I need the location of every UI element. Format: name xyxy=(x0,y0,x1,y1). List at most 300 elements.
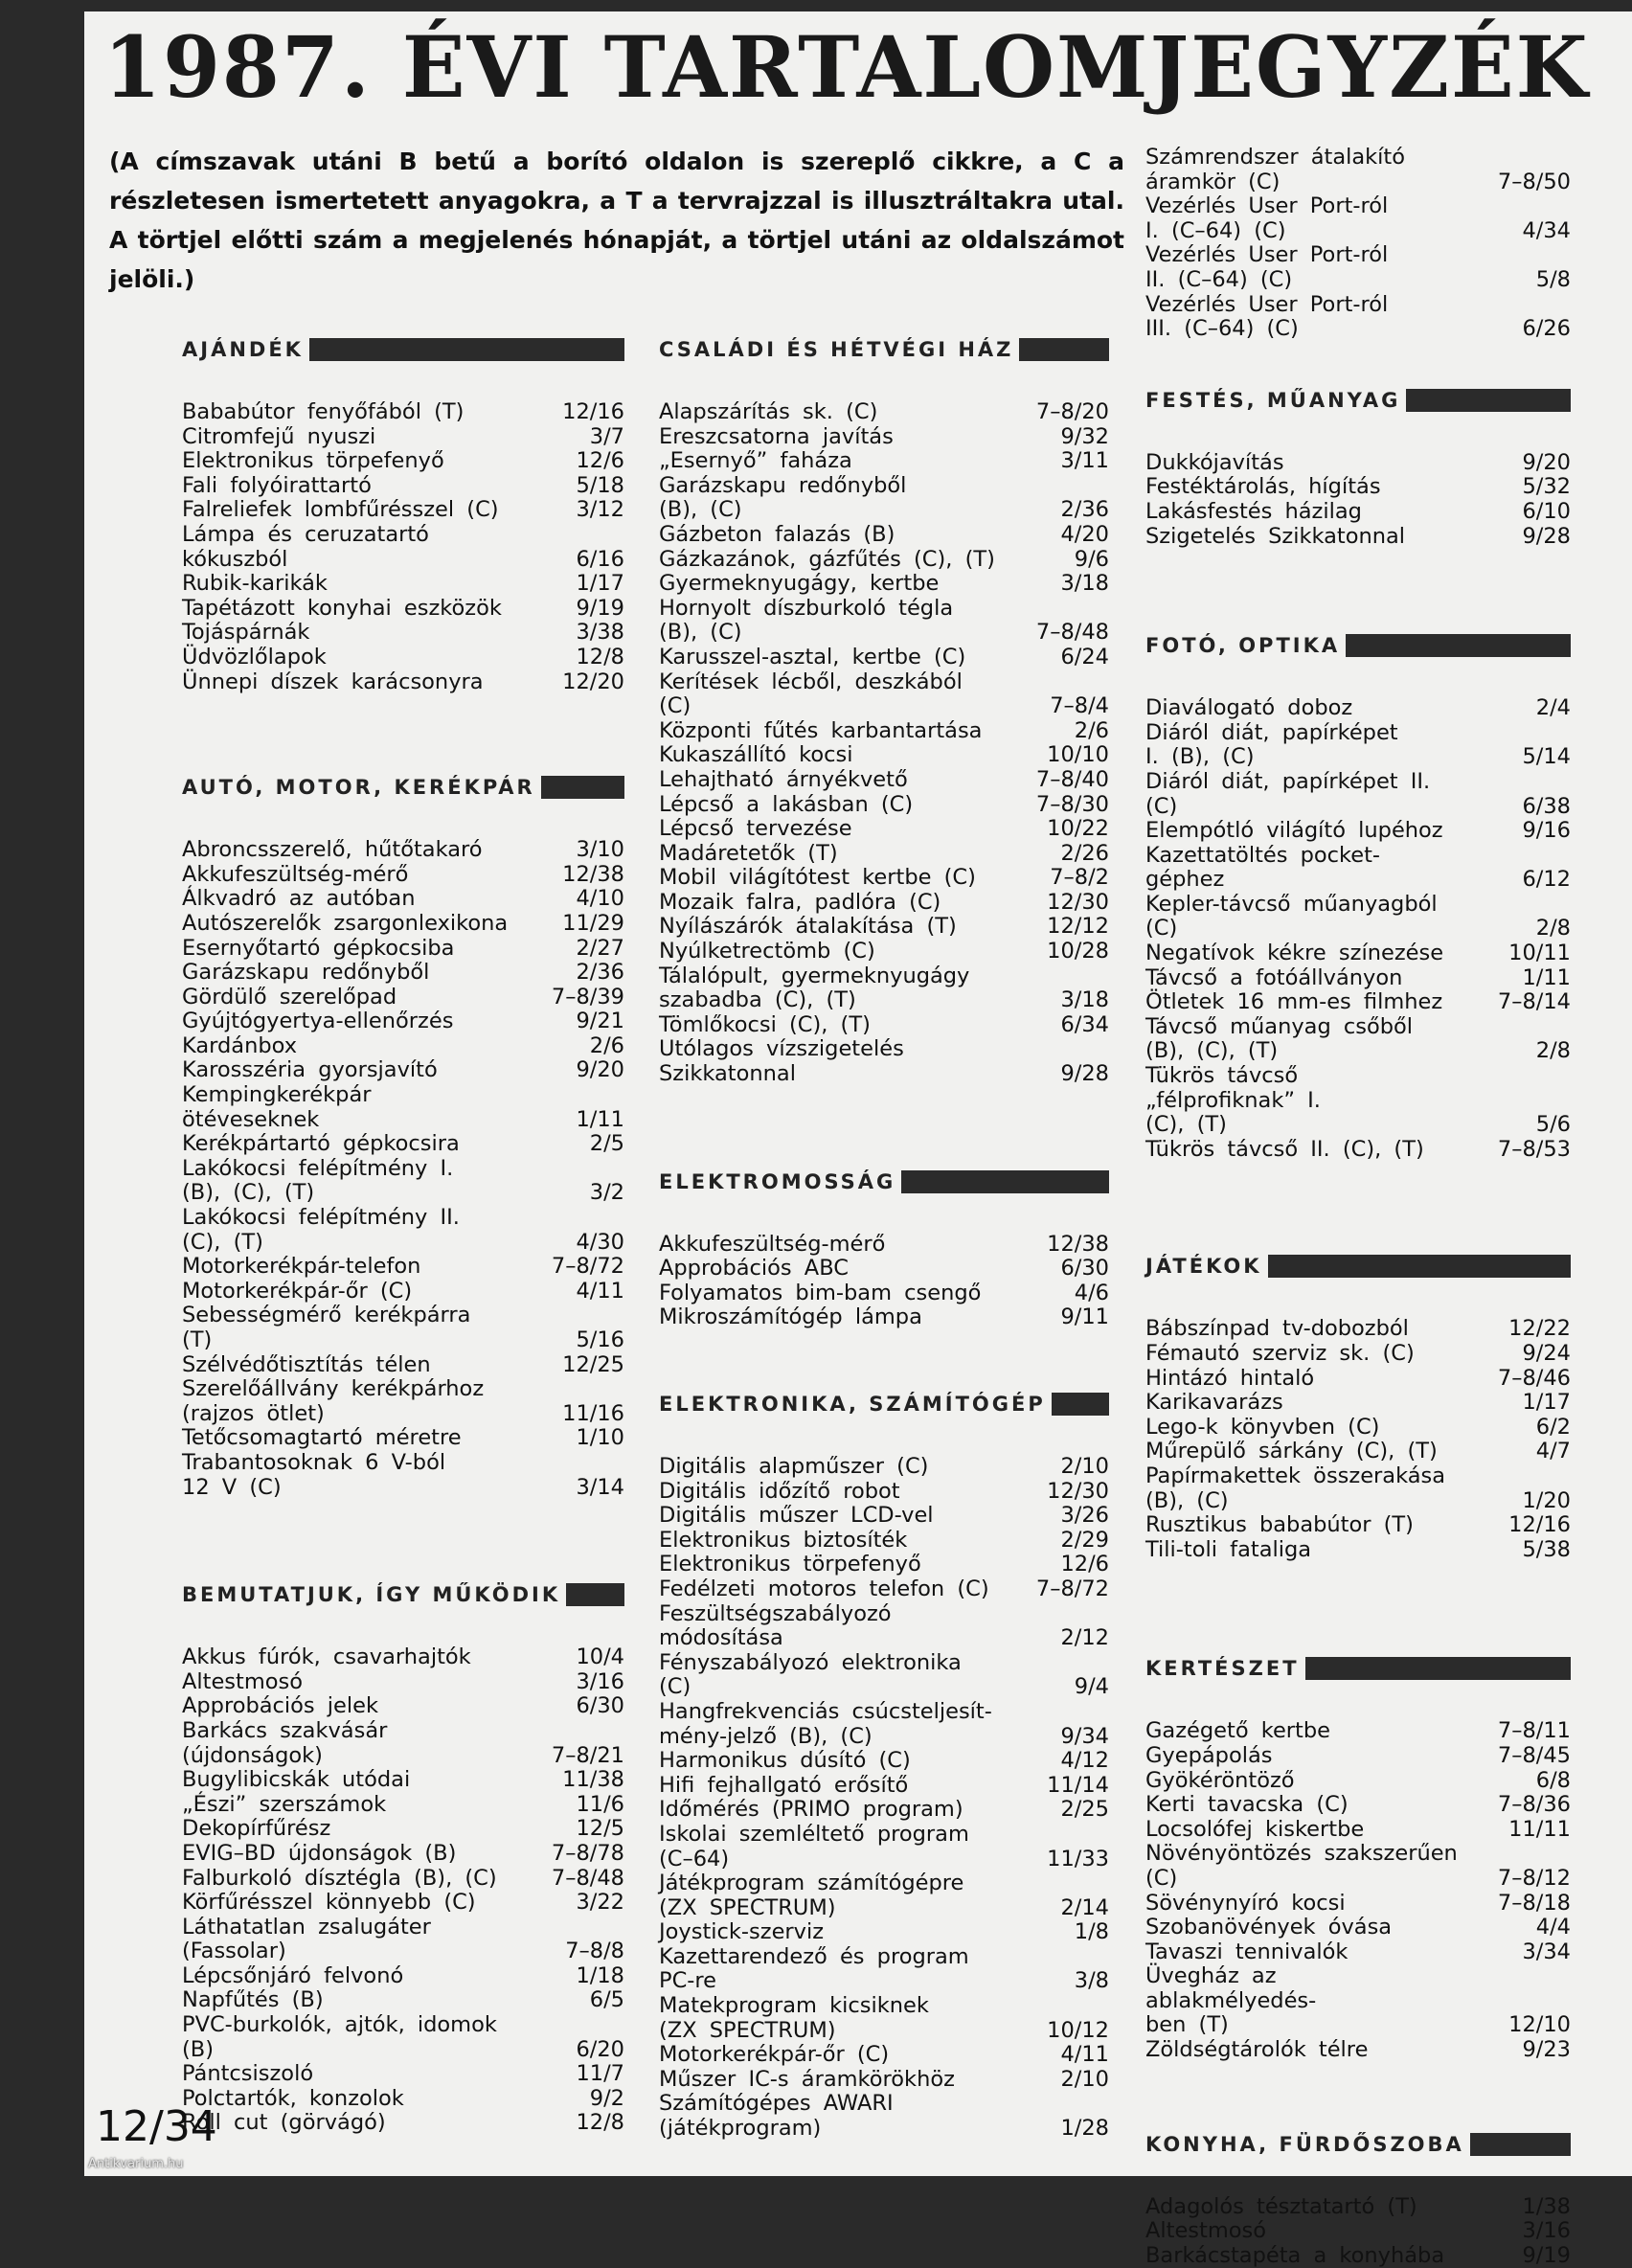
entry-title: Digitális időzítő robot xyxy=(659,1478,900,1504)
entry-title: Bábszínpad tv-dobozból xyxy=(1145,1316,1409,1342)
entry-issue-page: 3/2 xyxy=(589,1180,624,1206)
index-entry xyxy=(659,523,1109,548)
entry-issue-page: 9/6 xyxy=(1074,546,1109,572)
entry-title: Kepler-távcső műanyagból (C) xyxy=(1145,891,1438,941)
entry-title: Sebességmérő kerékpárra (T) xyxy=(182,1303,471,1352)
entry-issue-page: 6/30 xyxy=(576,1693,624,1719)
entry-issue-page: 4/34 xyxy=(1522,217,1571,243)
section-heading xyxy=(1145,629,1571,662)
entry-issue-page: 4/11 xyxy=(576,1278,624,1304)
entry-title: Adagolós tésztatartó (T) xyxy=(1145,2193,1417,2219)
entry-title: Falreliefek lombfűrésszel (C) xyxy=(182,497,499,523)
entry-issue-page: 7–8/39 xyxy=(551,984,624,1009)
index-entry xyxy=(182,1426,624,1451)
entry-title: Mozaik falra, padlóra (C) xyxy=(659,889,941,915)
entry-issue-page: 11/33 xyxy=(1047,1846,1109,1871)
index-entry xyxy=(659,842,1109,867)
index-entry xyxy=(1145,966,1571,991)
index-entry xyxy=(659,449,1109,474)
entry-issue-page: 5/32 xyxy=(1522,474,1571,500)
entry-title: Bababútor fenyőfából (T) xyxy=(182,399,465,424)
entry-title: Szigetelés Szikkatonnal xyxy=(1145,523,1406,549)
index-entry xyxy=(659,425,1109,450)
index-entry xyxy=(1145,1015,1571,1064)
entry-title: Akkufeszültség-mérő xyxy=(182,861,409,887)
entry-title: Üvegház az ablakmélyedés- ben (T) xyxy=(1145,1963,1317,2038)
entry-issue-page: 11/11 xyxy=(1508,1816,1571,1842)
index-entry xyxy=(659,719,1109,744)
entry-title: Kerítések lécből, deszkából (C) xyxy=(659,669,963,719)
index-entry xyxy=(659,743,1109,768)
entry-title: Madáretetők (T) xyxy=(659,840,838,866)
index-entry xyxy=(182,523,624,572)
entry-issue-page: 12/5 xyxy=(576,1816,624,1842)
entry-issue-page: 3/22 xyxy=(576,1890,624,1916)
entry-issue-page: 1/10 xyxy=(576,1425,624,1451)
entry-issue-page: 7–8/46 xyxy=(1497,1365,1571,1391)
entry-issue-page: 2/8 xyxy=(1535,916,1571,941)
entry-issue-page: 10/11 xyxy=(1508,941,1571,966)
entry-title: Lakásfestés házilag xyxy=(1145,498,1362,524)
section-heading-label: JÁTÉKOK xyxy=(1145,1255,1262,1279)
index-entry xyxy=(182,1867,624,1892)
entry-title: Gazégető kertbe xyxy=(1145,1718,1331,1744)
entry-title: Mobil világítótest kertbe (C) xyxy=(659,865,976,891)
entry-title: Kazettarendező és program PC-re xyxy=(659,1943,969,1994)
section xyxy=(659,1166,1109,1330)
entry-title: Vezérlés User Port-ról II. (C–64) (C) xyxy=(1145,242,1389,292)
index-entry xyxy=(182,887,624,912)
index-entry xyxy=(182,1768,624,1793)
entry-title: Tükrös távcső „félprofiknak” I. (C), (T) xyxy=(1145,1063,1321,1138)
entry-title: Zöldségtárolók télre xyxy=(1145,2037,1369,2063)
index-entry xyxy=(659,1013,1109,1038)
entry-title: Barkácstapéta a konyhába xyxy=(1145,2242,1445,2268)
index-entry xyxy=(182,1670,624,1695)
index-entry xyxy=(659,646,1109,670)
entry-issue-page: 4/11 xyxy=(1060,2042,1109,2068)
entry-issue-page: 5/18 xyxy=(576,472,624,498)
entry-issue-page: 7–8/12 xyxy=(1497,1865,1571,1891)
entry-issue-page: 6/30 xyxy=(1060,1256,1109,1281)
entry-title: Diáról diát, papírképet II. (C) xyxy=(1145,768,1431,819)
index-entry xyxy=(659,1823,1109,1871)
entry-title: Fényszabályozó elektronika (C) xyxy=(659,1649,962,1700)
entry-title: Alapszárítás sk. (C) xyxy=(659,399,878,424)
entry-title: Negatívok kékre színezése xyxy=(1145,941,1444,966)
index-entry xyxy=(659,1577,1109,1602)
entry-title: Növényöntözés szakszerűen (C) xyxy=(1145,1841,1458,1891)
index-entry xyxy=(659,1553,1109,1577)
entry-issue-page: 2/36 xyxy=(576,960,624,986)
heading-bar xyxy=(309,338,624,361)
section-heading-label: ELEKTROMOSSÁG xyxy=(659,1169,896,1193)
index-entry xyxy=(659,1774,1109,1799)
entry-issue-page: 7–8/48 xyxy=(551,1865,624,1891)
entry-issue-page: 2/14 xyxy=(1060,1894,1109,1920)
entry-title: Digitális műszer LCD-vel xyxy=(659,1503,934,1529)
entry-issue-page: 11/38 xyxy=(562,1767,624,1793)
entry-issue-page: 2/5 xyxy=(589,1131,624,1157)
section xyxy=(1145,146,1571,342)
entry-issue-page: 2/36 xyxy=(1060,497,1109,523)
index-entry xyxy=(1145,146,1571,194)
index-entry xyxy=(1145,1317,1571,1342)
entry-issue-page: 3/18 xyxy=(1060,987,1109,1013)
index-entry xyxy=(1145,2244,1571,2268)
section xyxy=(659,1388,1109,2142)
index-entry xyxy=(182,1353,624,1378)
entry-title: Rubik-karikák xyxy=(182,571,328,597)
index-entry xyxy=(659,1529,1109,1554)
index-entry xyxy=(182,1034,624,1059)
index-entry xyxy=(182,1377,624,1426)
entry-issue-page: 9/32 xyxy=(1060,423,1109,449)
index-entry xyxy=(659,817,1109,842)
entry-title: Trabantosoknak 6 V-ból 12 V (C) xyxy=(182,1449,446,1500)
page-number: 12/34 xyxy=(96,2102,217,2151)
index-entry xyxy=(1145,1916,1571,1940)
entry-issue-page: 2/6 xyxy=(589,1032,624,1058)
entry-issue-page: 9/28 xyxy=(1060,1061,1109,1087)
entry-title: Vezérlés User Port-ról III. (C–64) (C) xyxy=(1145,291,1389,342)
index-entry xyxy=(182,400,624,425)
index-entry xyxy=(659,2068,1109,2093)
entry-issue-page: 7–8/53 xyxy=(1497,1136,1571,1162)
entry-title: Számrendszer átalakító áramkör (C) xyxy=(1145,145,1406,194)
entry-title: Kazettatöltés pocket-géphez xyxy=(1145,842,1381,893)
entry-title: Álkvadró az autóban xyxy=(182,886,416,912)
entry-title: Dekopírfűrész xyxy=(182,1816,331,1842)
entry-title: Sövénynyíró kocsi xyxy=(1145,1890,1346,1916)
entry-title: Gázbeton falazás (B) xyxy=(659,521,895,547)
index-entry xyxy=(1145,1964,1571,2038)
entry-issue-page: 7–8/30 xyxy=(1035,791,1109,817)
entry-issue-page: 9/20 xyxy=(1522,449,1571,475)
entry-issue-page: 1/17 xyxy=(1522,1390,1571,1416)
index-entry xyxy=(182,961,624,986)
entry-title: Számítógépes AWARI (játékprogram) xyxy=(659,2091,894,2142)
index-entry xyxy=(182,1988,624,2013)
index-entry xyxy=(1145,1538,1571,1563)
entry-title: Barkács szakvásár (újdonságok) xyxy=(182,1717,388,1768)
entry-title: Láthatatlan zsalugáter (Fassolar) xyxy=(182,1914,431,1964)
entry-issue-page: 5/8 xyxy=(1535,266,1571,292)
section-heading xyxy=(182,333,624,366)
entry-title: Kerékpártartó gépkocsira xyxy=(182,1131,460,1157)
index-entry xyxy=(182,572,624,597)
heading-bar xyxy=(901,1170,1109,1193)
entry-title: Hintázó hintaló xyxy=(1145,1365,1315,1391)
entry-title: Üdvözlőlapok xyxy=(182,644,327,669)
entry-title: Joystick-szerviz xyxy=(659,1919,825,1945)
entry-issue-page: 6/10 xyxy=(1522,498,1571,524)
index-entry xyxy=(659,1257,1109,1281)
entry-title: Ötletek 16 mm-es filmhez xyxy=(1145,989,1443,1015)
index-entry xyxy=(659,1798,1109,1823)
entry-title: Kempingkerékpár ötéveseknek xyxy=(182,1082,372,1132)
section-heading-label: KERTÉSZET xyxy=(1145,1657,1300,1681)
index-entry xyxy=(659,670,1109,719)
entry-title: Elempótló világító lupéhoz xyxy=(1145,818,1443,844)
index-entry xyxy=(1145,844,1571,893)
entry-title: Lego-k könyvben (C) xyxy=(1145,1414,1380,1440)
index-entry xyxy=(182,670,624,695)
heading-bar xyxy=(1305,1657,1571,1680)
entry-title: Nyílászárók átalakítása (T) xyxy=(659,914,957,940)
entry-issue-page: 3/10 xyxy=(576,837,624,863)
index-entry xyxy=(1145,2038,1571,2063)
entry-issue-page: 12/30 xyxy=(1047,889,1109,915)
index-entry xyxy=(182,2013,624,2062)
entry-issue-page: 4/10 xyxy=(576,886,624,912)
index-entry xyxy=(182,863,624,888)
heading-bar xyxy=(1052,1393,1109,1416)
entry-issue-page: 10/28 xyxy=(1047,939,1109,964)
index-entry xyxy=(1145,1416,1571,1440)
entry-issue-page: 1/11 xyxy=(576,1106,624,1132)
index-entry xyxy=(182,1206,624,1255)
entry-title: Karikavarázs xyxy=(1145,1390,1283,1416)
entry-title: Tapétázott konyhai eszközök xyxy=(182,595,502,621)
entry-issue-page: 12/16 xyxy=(562,399,624,424)
entry-title: Gyökéröntöző xyxy=(1145,1767,1295,1793)
entry-title: Kukaszállító kocsi xyxy=(659,742,853,768)
index-entry xyxy=(182,1916,624,1964)
entry-issue-page: 7–8/40 xyxy=(1035,766,1109,792)
index-entry xyxy=(659,891,1109,916)
entry-title: Ünnepi díszek karácsonyra xyxy=(182,669,484,694)
entry-title: Digitális alapműszer (C) xyxy=(659,1454,929,1479)
section xyxy=(1145,1652,1571,2062)
entry-issue-page: 4/12 xyxy=(1060,1748,1109,1774)
index-entry xyxy=(182,2111,624,2136)
entry-title: Gyepápolás xyxy=(1145,1742,1273,1768)
entry-title: Bugylibicskák utódai xyxy=(182,1767,411,1793)
entry-issue-page: 1/11 xyxy=(1522,964,1571,990)
index-entry xyxy=(1145,1940,1571,1965)
entry-issue-page: 12/6 xyxy=(576,448,624,474)
entry-issue-page: 12/12 xyxy=(1047,914,1109,940)
index-entry xyxy=(659,964,1109,1013)
entry-issue-page: 10/22 xyxy=(1047,816,1109,842)
entry-title: Távcső a fotóállványon xyxy=(1145,964,1403,990)
section-heading xyxy=(182,771,624,804)
index-entry xyxy=(1145,1464,1571,1513)
entry-issue-page: 7–8/8 xyxy=(565,1939,624,1964)
entry-title: Pántcsiszoló xyxy=(182,2061,314,2087)
index-entry xyxy=(182,597,624,622)
entry-title: „Esernyő” faháza xyxy=(659,448,852,474)
entry-issue-page: 12/6 xyxy=(1060,1552,1109,1577)
section-heading xyxy=(659,1166,1109,1198)
entry-issue-page: 3/8 xyxy=(1074,1968,1109,1994)
section xyxy=(182,333,624,694)
index-entry xyxy=(659,1871,1109,1920)
index-entry xyxy=(659,1455,1109,1480)
entry-issue-page: 10/4 xyxy=(576,1644,624,1670)
entry-title: Lakókocsi felépítmény II. (C), (T) xyxy=(182,1205,460,1255)
entry-issue-page: 3/7 xyxy=(589,423,624,449)
entry-issue-page: 7–8/45 xyxy=(1497,1742,1571,1768)
entry-title: Központi fűtés karbantartása xyxy=(659,717,983,743)
entry-title: Lámpa és ceruzatartó kókuszból xyxy=(182,521,429,572)
entry-issue-page: 4/7 xyxy=(1535,1439,1571,1464)
entry-issue-page: 9/28 xyxy=(1522,523,1571,549)
entry-title: Akkus fúrók, csavarhajtók xyxy=(182,1644,471,1670)
entry-title: Feszültségszabályozó módosítása xyxy=(659,1600,892,1651)
entry-title: Fémautó szerviz sk. (C) xyxy=(1145,1341,1415,1366)
entry-issue-page: 9/34 xyxy=(1060,1723,1109,1749)
index-entry xyxy=(659,866,1109,891)
section-heading-label: AUTÓ, MOTOR, KERÉKPÁR xyxy=(182,776,535,800)
heading-bar xyxy=(1268,1255,1571,1278)
entry-title: Tavaszi tennivalók xyxy=(1145,1939,1349,1964)
entry-issue-page: 5/16 xyxy=(576,1327,624,1352)
entry-title: Időmérés (PRIMO program) xyxy=(659,1797,963,1823)
entry-title: Iskolai szemléltető program (C–64) xyxy=(659,1821,969,1871)
entry-issue-page: 3/38 xyxy=(576,620,624,646)
entry-issue-page: 7–8/21 xyxy=(551,1742,624,1768)
index-entry xyxy=(182,838,624,863)
section-heading-label: AJÁNDÉK xyxy=(182,338,304,361)
entry-issue-page: 7–8/72 xyxy=(1035,1576,1109,1601)
index-entry xyxy=(659,1994,1109,2043)
index-entry xyxy=(659,2092,1109,2141)
index-entry xyxy=(1145,1440,1571,1464)
entry-title: Szélvédőtisztítás télen xyxy=(182,1351,431,1377)
entry-issue-page: 6/34 xyxy=(1060,1011,1109,1037)
entry-title: Altestmosó xyxy=(182,1668,304,1694)
entry-issue-page: 12/8 xyxy=(576,2110,624,2136)
section xyxy=(1145,384,1571,549)
section-heading xyxy=(182,1578,624,1611)
heading-bar xyxy=(566,1583,624,1606)
entry-issue-page: 7–8/4 xyxy=(1050,693,1109,719)
entry-issue-page: 3/14 xyxy=(576,1474,624,1500)
entry-title: Motorkerékpár-telefon xyxy=(182,1254,421,1280)
entry-issue-page: 2/26 xyxy=(1060,840,1109,866)
entry-title: Festéktárolás, hígítás xyxy=(1145,474,1381,500)
index-entry xyxy=(182,2087,624,2112)
entry-title: Hornyolt díszburkoló tégla (B), (C) xyxy=(659,595,954,646)
entry-title: Műszer IC-s áramkörökhöz xyxy=(659,2066,955,2092)
entry-issue-page: 12/8 xyxy=(576,644,624,669)
entry-issue-page: 4/20 xyxy=(1060,521,1109,547)
index-entry xyxy=(182,1793,624,1818)
entry-issue-page: 9/4 xyxy=(1074,1674,1109,1700)
entry-title: Gördülő szerelőpad xyxy=(182,984,397,1009)
index-entry xyxy=(182,986,624,1010)
entry-title: Rusztikus bababútor (T) xyxy=(1145,1512,1414,1538)
entry-title: Matekprogram kicsiknek (ZX SPECTRUM) xyxy=(659,1993,929,2043)
index-entry xyxy=(659,1281,1109,1306)
index-entry xyxy=(182,1817,624,1842)
entry-issue-page: 7–8/78 xyxy=(551,1840,624,1866)
entry-issue-page: 1/28 xyxy=(1060,2116,1109,2142)
entry-title: Abroncsszerelő, hűtőtakaró xyxy=(182,837,483,863)
index-entry xyxy=(182,474,624,499)
entry-issue-page: 3/16 xyxy=(576,1668,624,1694)
entry-title: Szerelőállvány kerékpárhoz (rajzos ötlet) xyxy=(182,1376,485,1426)
index-entry xyxy=(1145,1744,1571,1769)
heading-bar xyxy=(1470,2133,1571,2156)
entry-title: Utólagos vízszigetelés Szikkatonnal xyxy=(659,1036,904,1087)
entry-title: Tojáspárnák xyxy=(182,620,310,646)
entry-title: Kardánbox xyxy=(182,1032,298,1058)
entry-issue-page: 5/14 xyxy=(1522,744,1571,770)
index-entry xyxy=(1145,243,1571,292)
index-entry xyxy=(1145,893,1571,941)
entry-title: Gázkazánok, gázfűtés (C), (T) xyxy=(659,546,995,572)
section xyxy=(182,771,624,1500)
section-heading xyxy=(1145,384,1571,417)
section-heading xyxy=(1145,2128,1571,2161)
index-entry xyxy=(182,1009,624,1034)
entry-title: Lépcső a lakásban (C) xyxy=(659,791,914,817)
entry-title: Garázskapu redőnyből (B), (C) xyxy=(659,472,907,523)
entry-issue-page: 7–8/11 xyxy=(1497,1718,1571,1744)
entry-title: Tili-toli fataliga xyxy=(1145,1536,1312,1562)
entry-title: Gyermeknyugágy, kertbe xyxy=(659,571,940,597)
entry-issue-page: 11/16 xyxy=(562,1400,624,1426)
entry-title: Nyúlketrectömb (C) xyxy=(659,939,875,964)
entry-title: Hifi fejhallgató erősítő xyxy=(659,1772,909,1798)
entry-issue-page: 7–8/18 xyxy=(1497,1890,1571,1916)
entry-issue-page: 2/12 xyxy=(1060,1625,1109,1651)
index-entry xyxy=(182,1304,624,1352)
entry-title: PVC-burkolók, ajtók, idomok (B) xyxy=(182,2012,497,2062)
index-entry xyxy=(1145,1064,1571,1138)
section-heading-label: FESTÉS, MŰANYAG xyxy=(1145,388,1401,412)
index-entry xyxy=(182,1964,624,1989)
index-entry xyxy=(659,1945,1109,1994)
entry-title: Távcső műanyag csőből (B), (C), (T) xyxy=(1145,1013,1414,1064)
entry-issue-page: 7–8/2 xyxy=(1050,865,1109,891)
entry-title: Tetőcsomagtartó méretre xyxy=(182,1425,462,1451)
entry-title: Dukkójavítás xyxy=(1145,449,1284,475)
entry-issue-page: 2/25 xyxy=(1060,1797,1109,1823)
entry-issue-page: 12/10 xyxy=(1508,2012,1571,2038)
entry-title: Falburkoló dísztégla (B), (C) xyxy=(182,1865,497,1891)
index-entry xyxy=(1145,1513,1571,1538)
index-entry xyxy=(659,768,1109,793)
entry-title: Játékprogram számítógépre (ZX SPECTRUM) xyxy=(659,1871,964,1920)
entry-title: Lehajtható árnyékvető xyxy=(659,766,908,792)
index-column-1 xyxy=(182,333,624,2136)
heading-bar xyxy=(1406,389,1571,412)
index-entry xyxy=(1145,990,1571,1015)
section-heading-label: ELEKTRONIKA, SZÁMÍTÓGÉP xyxy=(659,1393,1046,1416)
index-entry xyxy=(1145,1818,1571,1843)
entry-issue-page: 9/23 xyxy=(1522,2037,1571,2063)
entry-title: Szobanövények óvása xyxy=(1145,1915,1393,1940)
index-entry xyxy=(1145,500,1571,525)
index-entry xyxy=(659,1920,1109,1945)
entry-issue-page: 1/18 xyxy=(576,1962,624,1988)
index-entry xyxy=(659,572,1109,597)
entry-issue-page: 10/12 xyxy=(1047,2017,1109,2043)
index-entry xyxy=(659,1749,1109,1774)
index-entry xyxy=(659,1651,1109,1700)
index-entry xyxy=(1145,1367,1571,1392)
heading-bar xyxy=(1019,338,1109,361)
section-heading-label: BEMUTATJUK, ÍGY MŰKÖDIK xyxy=(182,1583,561,1607)
entry-title: Hangfrekvenciás csúcsteljesít- mény-jelző (B), (C) xyxy=(659,1698,992,1749)
entry-title: Polctartók, konzolok xyxy=(182,2085,404,2111)
entry-title: Karusszel-asztal, kertbe (C) xyxy=(659,644,966,669)
index-entry xyxy=(182,1058,624,1083)
